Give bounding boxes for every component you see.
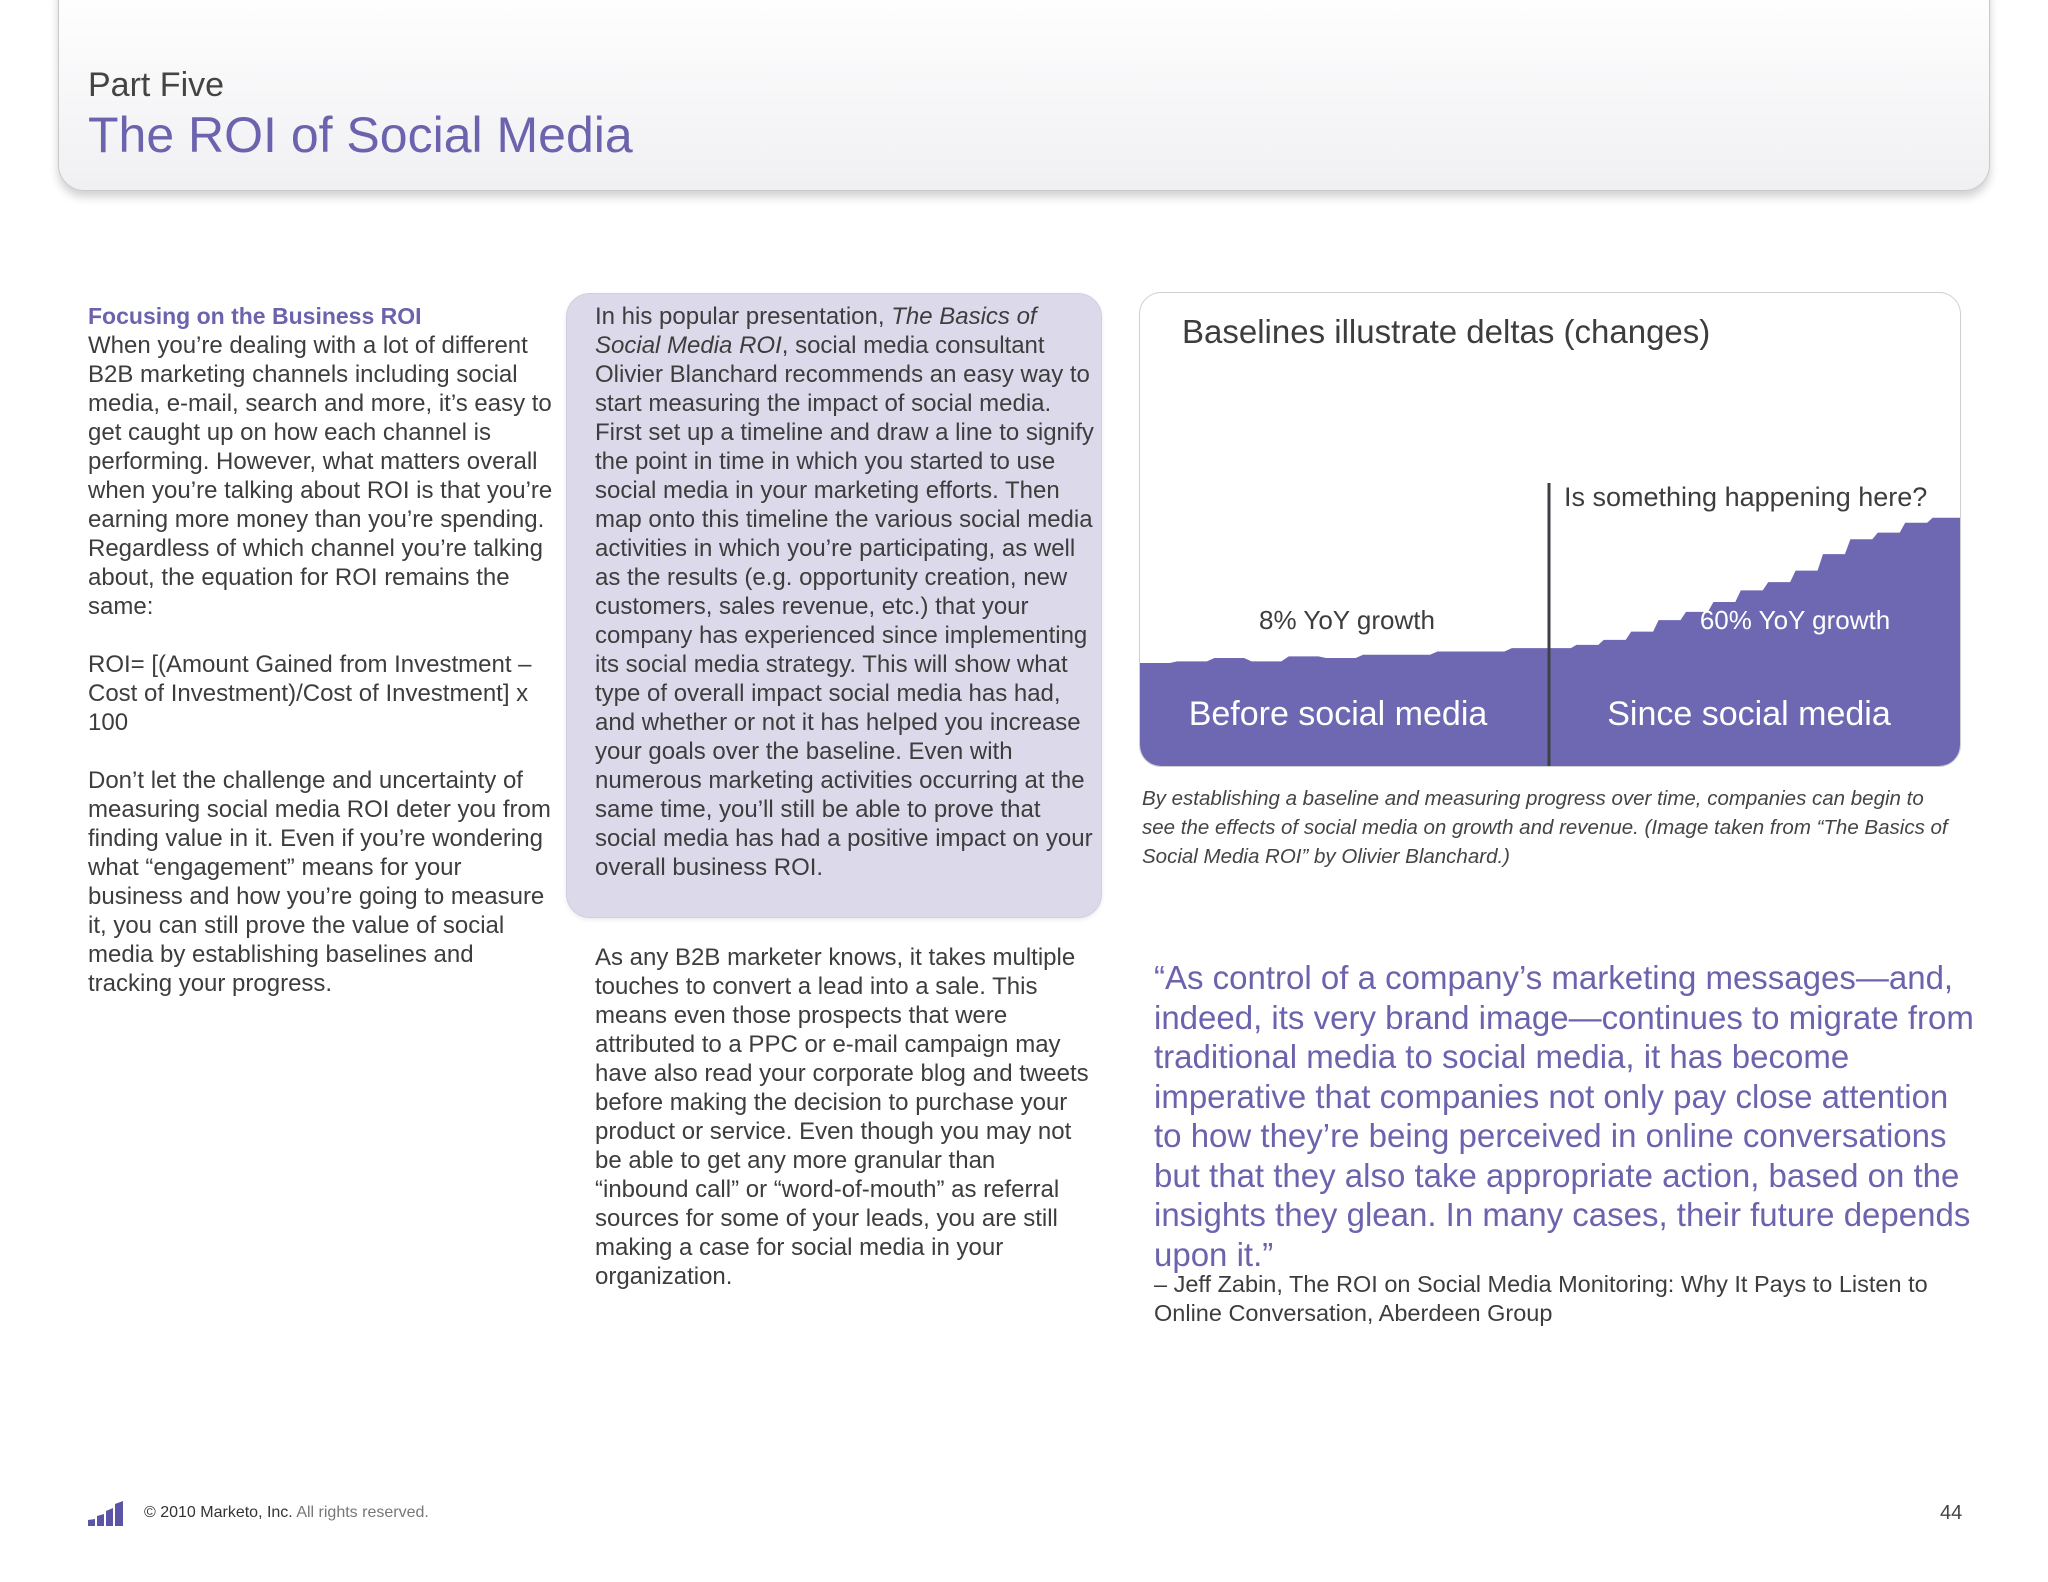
sidebar-body: , social media consultant Olivier Blanchard recommends an easy way to start measuring the impact of social media. First set up a timeline and draw a line to signify the point in time in which you started to use social media in your marketing efforts. Then map onto this timeline the various social media activities in which you’re participating, as well as the results (e.g. opportunity creation, new customers, sales revenue, etc.) that your company has experienced since implementing its social media strategy. This will show what type of overall impact social media has had, and whether or not it has helped you increase your goals over the baseline. Even with numerous marketing activities occurring at the same time, you’ll still be able to prove that social media has had a positive impact on your overall business ROI.: [595, 332, 1094, 881]
spacer: [88, 737, 560, 766]
spacer: [88, 621, 560, 650]
engagement-paragraph: Don’t let the challenge and uncertainty of measuring social media ROI deter you from finding value in it. Even if you’re wondering what “engagement” means for your business and how you’re going to measure it, you can still prove the value of social media by establishing baselines and tracking your progress.: [88, 767, 551, 997]
segment-label-since: Since social media: [1607, 695, 1891, 733]
footer-copyright: [144, 1504, 429, 1522]
roi-formula: ROI= [(Amount Gained from Investment – Cost of Investment)/Cost of Investment] x 100: [88, 651, 532, 736]
part-label: Part Five: [88, 66, 225, 104]
growth-label-before: 8% YoY growth: [1259, 605, 1435, 635]
baseline-chart: [1140, 293, 1960, 766]
intro-paragraph: When you’re dealing with a lot of different B2B marketing channels including social media, e-mail, search and more, it’s easy to get caught up on how each channel is performing. However, what matters overall when you’re talking about ROI is that you’re earning more money than you’re spending. Regardless of which channel you’re talking about, the equation for ROI remains the same:: [88, 332, 553, 620]
sidebar-text: [595, 302, 1095, 882]
segment-label-before: Before social media: [1188, 695, 1488, 733]
page-title: The ROI of Social Media: [88, 107, 633, 163]
section-heading: Focusing on the Business ROI: [88, 303, 422, 329]
pull-quote: “As control of a company’s marketing messages—and, indeed, its very brand image—continues to migrate from traditional media to social media, it has become imperative that companies not only pay close attention to how they’re being perceived in online conversations but that they also take appropriate action, based on the insights they glean. In many cases, their future depends upon it.”: [1154, 959, 1974, 1273]
chart-title: Baselines illustrate deltas (changes): [1182, 313, 1711, 350]
baseline-chart-card: [1139, 292, 1961, 767]
multi-touch-paragraph: As any B2B marketer knows, it takes multiple touches to convert a lead into a sale. This means even those prospects that were attributed to a PPC or e-mail campaign may have also read your corporate blog and tweets before making the decision to purchase your product or service. Even though you may not be able to get any more granular than “inbound call” or “word-of-mouth” as referral sources for some of your leads, you are still making a case for social media in your organization.: [595, 944, 1089, 1290]
sidebar-intro: In his popular presentation,: [595, 303, 892, 330]
middle-column-text: [595, 943, 1095, 1291]
left-column: [88, 302, 560, 998]
chart-annotation: Is something happening here?: [1564, 482, 1928, 512]
rights-text: All rights reserved.: [292, 1504, 429, 1521]
page-number: 44: [1940, 1502, 1963, 1524]
growth-label-since: 60% YoY growth: [1699, 605, 1891, 635]
chart-caption: By establishing a baseline and measuring progress over time, companies can begin to see the effects of social media on growth and revenue. (Image taken from “The Basics of Social Media ROI” by Olivier Blanchard.): [1142, 787, 1948, 868]
presentation-title: The Basics of Social Media ROI: [595, 303, 1037, 359]
sidebar-paragraph: [595, 302, 1095, 882]
marketo-logo-icon: [88, 1500, 128, 1526]
quote-attribution: – Jeff Zabin, The ROI on Social Media Monitoring: Why It Pays to Listen to Online Conversation, Aberdeen Group: [1154, 1271, 1928, 1326]
copyright-text: © 2010 Marketo, Inc.: [144, 1504, 293, 1521]
